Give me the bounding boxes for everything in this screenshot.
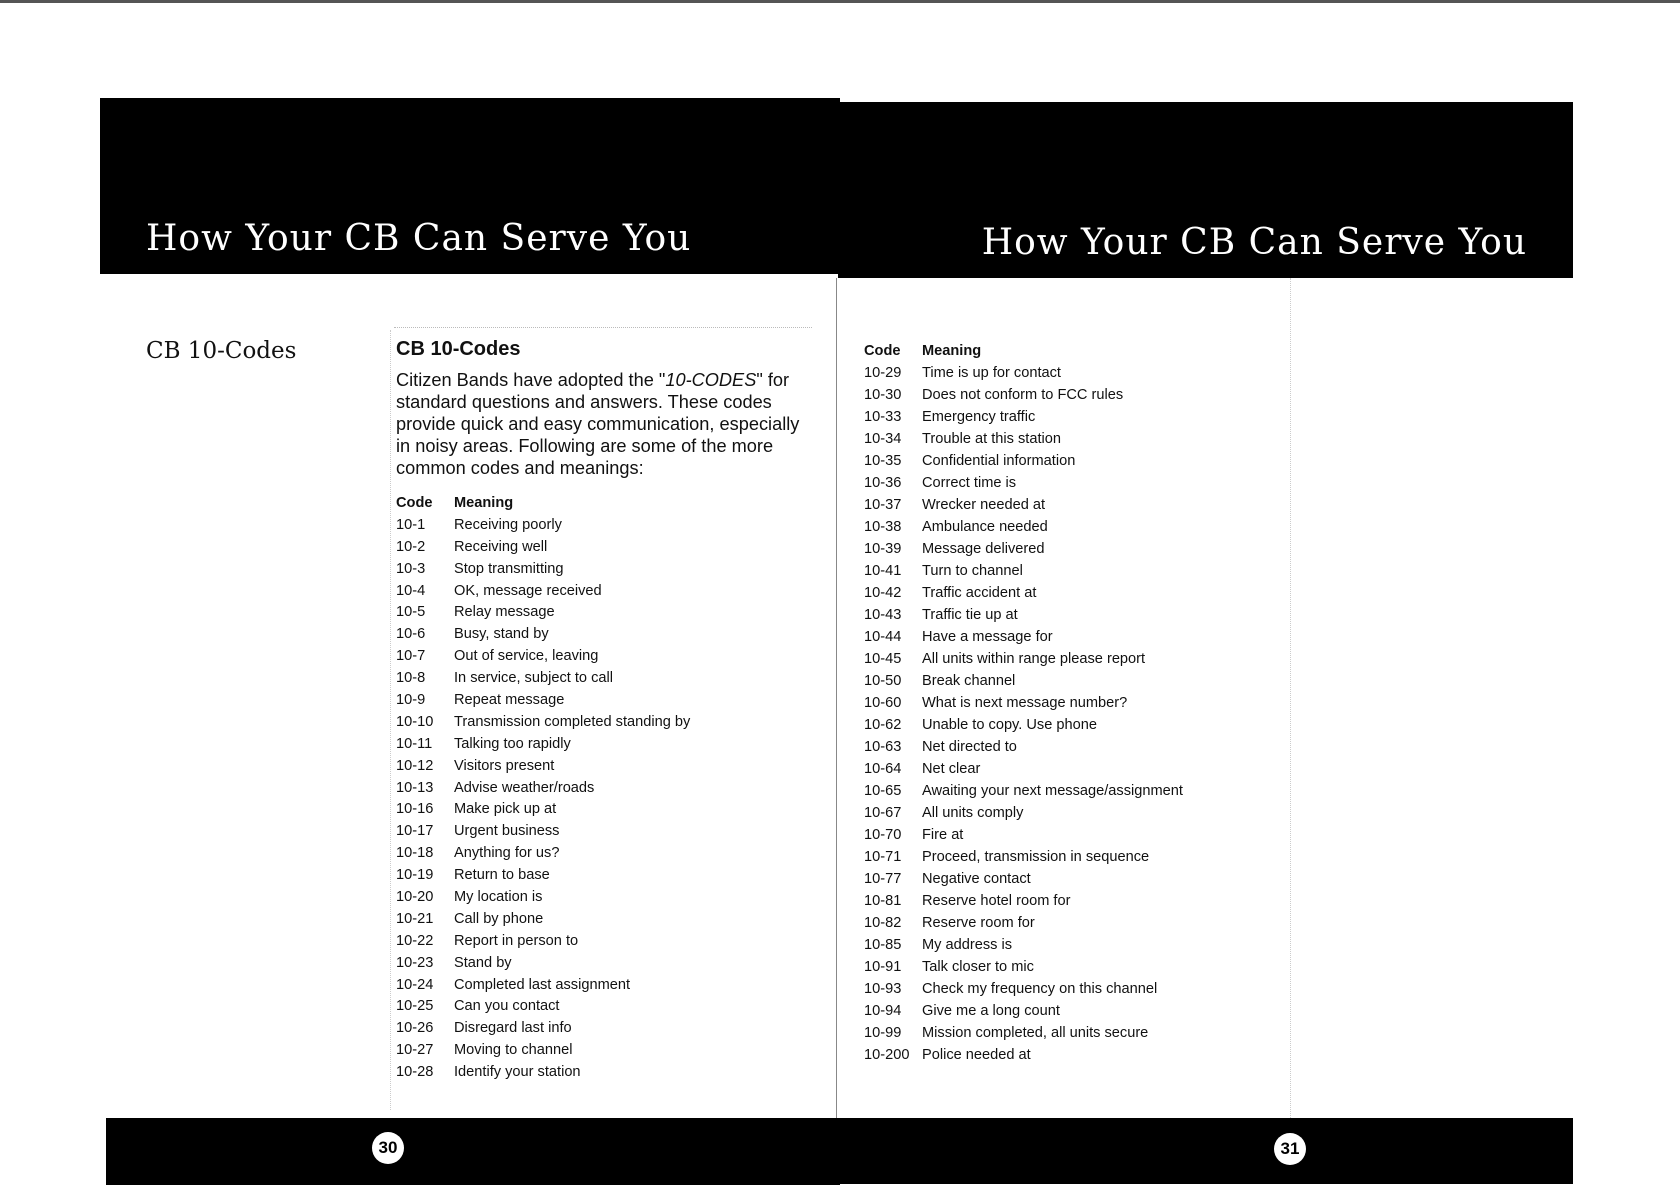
code-row bbox=[864, 406, 1183, 428]
code-meaning: Make pick up at bbox=[454, 801, 557, 818]
code-row bbox=[864, 362, 1183, 384]
code-meaning: All units comply bbox=[922, 805, 1024, 821]
code-value: 10-81 bbox=[864, 893, 902, 909]
code-meaning: Does not conform to FCC rules bbox=[922, 387, 1124, 403]
code-meaning: Have a message for bbox=[922, 629, 1053, 645]
code-value: 10-41 bbox=[864, 563, 902, 579]
code-meaning: Transmission completed standing by bbox=[454, 713, 691, 730]
code-meaning: Time is up for contact bbox=[922, 365, 1061, 381]
code-meaning: My address is bbox=[922, 937, 1013, 953]
code-value: 10-9 bbox=[396, 692, 426, 709]
section-heading: CB 10-Codes bbox=[146, 338, 297, 364]
code-meaning: Traffic accident at bbox=[922, 585, 1037, 601]
code-value: 10-11 bbox=[396, 735, 433, 752]
code-meaning: Proceed, transmission in sequence bbox=[922, 849, 1150, 865]
code-value: 10-70 bbox=[864, 827, 902, 843]
code-value: 10-42 bbox=[864, 585, 902, 601]
page-number-right: 31 bbox=[1274, 1133, 1306, 1165]
code-value: 10-44 bbox=[864, 629, 902, 645]
code-row bbox=[864, 912, 1183, 934]
code-meaning: Trouble at this station bbox=[922, 431, 1061, 447]
page-title-left: How Your CB Can Serve You bbox=[146, 218, 692, 259]
code-meaning: Visitors present bbox=[454, 757, 555, 774]
code-value: 10-17 bbox=[396, 823, 434, 840]
code-meaning: Advise weather/roads bbox=[454, 779, 595, 796]
code-meaning: Can you contact bbox=[454, 998, 560, 1015]
code-meaning: Busy, stand by bbox=[454, 626, 549, 643]
code-row bbox=[864, 450, 1183, 472]
code-value: 10-37 bbox=[864, 497, 902, 513]
code-meaning: Turn to channel bbox=[922, 563, 1023, 579]
dotted-divider bbox=[394, 327, 812, 328]
code-meaning: Stop transmitting bbox=[454, 560, 564, 577]
table-header bbox=[864, 340, 1183, 362]
code-row bbox=[396, 515, 690, 537]
code-meaning: Urgent business bbox=[454, 823, 560, 840]
code-row bbox=[396, 996, 690, 1018]
code-row bbox=[396, 559, 690, 581]
code-row bbox=[864, 1000, 1183, 1022]
code-row bbox=[864, 384, 1183, 406]
column-guide-right bbox=[1290, 278, 1291, 1118]
code-value: 10-25 bbox=[396, 998, 434, 1015]
code-row bbox=[864, 890, 1183, 912]
code-value: 10-60 bbox=[864, 695, 902, 711]
code-row bbox=[396, 975, 690, 997]
code-meaning: All units within range please report bbox=[922, 651, 1146, 667]
code-value: 10-64 bbox=[864, 761, 902, 777]
code-meaning: Correct time is bbox=[922, 475, 1017, 491]
code-value: 10-85 bbox=[864, 937, 902, 953]
code-row bbox=[864, 846, 1183, 868]
code-value: 10-45 bbox=[864, 651, 902, 667]
meaning-column-header: Meaning bbox=[454, 495, 514, 511]
page-number-left: 30 bbox=[372, 1132, 404, 1164]
code-value: 10-3 bbox=[396, 560, 426, 577]
code-row bbox=[396, 668, 690, 690]
code-value: 10-34 bbox=[864, 431, 902, 447]
code-row bbox=[864, 604, 1183, 626]
meaning-column-header: Meaning bbox=[922, 343, 982, 359]
code-row bbox=[864, 1044, 1183, 1066]
code-row bbox=[864, 736, 1183, 758]
code-meaning: Talk closer to mic bbox=[922, 959, 1034, 975]
code-value: 10-8 bbox=[396, 670, 426, 687]
code-row bbox=[864, 560, 1183, 582]
code-value: 10-65 bbox=[864, 783, 902, 799]
code-meaning: Police needed at bbox=[922, 1047, 1031, 1063]
code-value: 10-13 bbox=[396, 779, 434, 796]
code-row bbox=[396, 821, 690, 843]
code-meaning: Receiving poorly bbox=[454, 516, 562, 533]
code-value: 10-99 bbox=[864, 1025, 902, 1041]
page-title-right: How Your CB Can Serve You bbox=[981, 222, 1527, 263]
code-value: 10-43 bbox=[864, 607, 902, 623]
code-value: 10-35 bbox=[864, 453, 902, 469]
code-row bbox=[396, 537, 690, 559]
code-row bbox=[396, 581, 690, 603]
code-row bbox=[396, 909, 690, 931]
code-meaning: Reserve room for bbox=[922, 915, 1035, 931]
code-value: 10-24 bbox=[396, 976, 434, 993]
code-row bbox=[864, 670, 1183, 692]
code-row bbox=[864, 758, 1183, 780]
code-row bbox=[864, 1022, 1183, 1044]
code-meaning: OK, message received bbox=[454, 582, 602, 599]
code-value: 10-10 bbox=[396, 713, 434, 730]
code-row bbox=[864, 780, 1183, 802]
code-meaning: Stand by bbox=[454, 954, 512, 971]
code-value: 10-7 bbox=[396, 648, 426, 665]
code-value: 10-27 bbox=[396, 1042, 434, 1059]
code-row bbox=[864, 626, 1183, 648]
code-value: 10-33 bbox=[864, 409, 902, 425]
code-meaning: Identify your station bbox=[454, 1064, 581, 1081]
code-value: 10-77 bbox=[864, 871, 902, 887]
code-row bbox=[864, 494, 1183, 516]
code-value: 10-50 bbox=[864, 673, 902, 689]
code-row bbox=[396, 1018, 690, 1040]
code-meaning: Relay message bbox=[454, 604, 555, 621]
code-row bbox=[864, 428, 1183, 450]
codes-table-right bbox=[864, 340, 1183, 1066]
code-value: 10-19 bbox=[396, 867, 434, 884]
code-value: 10-18 bbox=[396, 845, 434, 862]
code-value: 10-2 bbox=[396, 538, 426, 555]
code-value: 10-26 bbox=[396, 1020, 434, 1037]
code-row bbox=[396, 778, 690, 800]
code-value: 10-12 bbox=[396, 757, 434, 774]
code-row bbox=[396, 646, 690, 668]
code-row bbox=[864, 978, 1183, 1000]
code-meaning: In service, subject to call bbox=[454, 670, 613, 687]
code-value: 10-82 bbox=[864, 915, 902, 931]
code-row bbox=[864, 714, 1183, 736]
code-row bbox=[864, 824, 1183, 846]
column-guide-left bbox=[390, 330, 391, 1110]
code-row bbox=[396, 602, 690, 624]
code-meaning: Emergency traffic bbox=[922, 409, 1036, 425]
code-value: 10-5 bbox=[396, 604, 426, 621]
footer-band-right bbox=[838, 1118, 1573, 1184]
code-meaning: Talking too rapidly bbox=[454, 735, 571, 752]
code-value: 10-6 bbox=[396, 626, 426, 643]
code-value: 10-4 bbox=[396, 582, 426, 599]
book-spine bbox=[836, 278, 837, 1118]
code-meaning: Awaiting your next message/assignment bbox=[922, 783, 1183, 799]
code-value: 10-22 bbox=[396, 932, 434, 949]
code-row bbox=[396, 887, 690, 909]
table-header bbox=[396, 493, 690, 515]
header-band-left bbox=[100, 98, 840, 274]
code-meaning: Negative contact bbox=[922, 871, 1031, 887]
code-value: 10-38 bbox=[864, 519, 902, 535]
code-meaning: Completed last assignment bbox=[454, 976, 631, 993]
code-meaning: Net clear bbox=[922, 761, 981, 777]
code-value: 10-36 bbox=[864, 475, 902, 491]
code-meaning: Return to base bbox=[454, 867, 550, 884]
code-meaning: Fire at bbox=[922, 827, 964, 843]
code-value: 10-71 bbox=[864, 849, 902, 865]
code-row bbox=[864, 692, 1183, 714]
code-meaning: Message delivered bbox=[922, 541, 1045, 557]
codes-heading: CB 10-Codes bbox=[396, 338, 521, 360]
code-row bbox=[864, 648, 1183, 670]
code-meaning: Check my frequency on this channel bbox=[922, 981, 1158, 997]
code-meaning: Net directed to bbox=[922, 739, 1017, 755]
code-meaning: Receiving well bbox=[454, 538, 548, 555]
code-value: 10-16 bbox=[396, 801, 434, 818]
code-row bbox=[396, 1040, 690, 1062]
code-meaning: Anything for us? bbox=[454, 845, 560, 862]
code-meaning: Repeat message bbox=[454, 692, 565, 709]
code-meaning: What is next message number? bbox=[922, 695, 1128, 711]
code-value: 10-91 bbox=[864, 959, 902, 975]
intro-paragraph bbox=[396, 369, 816, 479]
code-meaning: Unable to copy. Use phone bbox=[922, 717, 1097, 733]
code-meaning: Give me a long count bbox=[922, 1003, 1060, 1019]
code-meaning: Report in person to bbox=[454, 932, 579, 949]
codes-table-left bbox=[396, 493, 690, 1084]
code-row bbox=[396, 756, 690, 778]
code-value: 10-93 bbox=[864, 981, 902, 997]
code-row bbox=[864, 582, 1183, 604]
code-meaning: My location is bbox=[454, 889, 543, 906]
code-value: 10-21 bbox=[396, 910, 434, 927]
code-row bbox=[396, 931, 690, 953]
code-row bbox=[396, 953, 690, 975]
code-value: 10-29 bbox=[864, 365, 902, 381]
code-value: 10-28 bbox=[396, 1064, 434, 1081]
code-row bbox=[396, 1062, 690, 1084]
code-row bbox=[396, 690, 690, 712]
intro-text-start: Citizen Bands have adopted the " bbox=[396, 370, 666, 390]
code-value: 10-39 bbox=[864, 541, 902, 557]
code-row bbox=[396, 865, 690, 887]
code-row bbox=[396, 843, 690, 865]
code-meaning: Ambulance needed bbox=[922, 519, 1048, 535]
code-meaning: Call by phone bbox=[454, 910, 544, 927]
code-row bbox=[396, 624, 690, 646]
code-meaning: Moving to channel bbox=[454, 1042, 573, 1059]
code-row bbox=[864, 538, 1183, 560]
code-row bbox=[864, 472, 1183, 494]
code-meaning: Mission completed, all units secure bbox=[922, 1025, 1149, 1041]
code-row bbox=[864, 956, 1183, 978]
code-value: 10-67 bbox=[864, 805, 902, 821]
code-meaning: Out of service, leaving bbox=[454, 648, 599, 665]
intro-emphasis: 10-CODES bbox=[665, 370, 757, 390]
footer-band-left bbox=[106, 1118, 840, 1185]
code-row bbox=[864, 868, 1183, 890]
code-value: 10-62 bbox=[864, 717, 902, 733]
code-value: 10-63 bbox=[864, 739, 902, 755]
code-meaning: Break channel bbox=[922, 673, 1016, 689]
scan-edge bbox=[0, 0, 1680, 3]
code-meaning: Wrecker needed at bbox=[922, 497, 1046, 513]
code-value: 10-30 bbox=[864, 387, 902, 403]
code-value: 10-20 bbox=[396, 889, 434, 906]
code-row bbox=[864, 516, 1183, 538]
code-column-header: Code bbox=[864, 343, 901, 359]
code-value: 10-1 bbox=[396, 516, 426, 533]
code-value: 10-94 bbox=[864, 1003, 902, 1019]
header-band-right bbox=[838, 102, 1573, 278]
code-value: 10-200 bbox=[864, 1047, 910, 1063]
code-meaning: Reserve hotel room for bbox=[922, 893, 1071, 909]
code-row bbox=[396, 712, 690, 734]
code-value: 10-23 bbox=[396, 954, 434, 971]
intro-text-end: " for standard questions and answers. These codes provide quick and easy communication, especially in noisy areas. Following are some of the more common codes and meanings: bbox=[396, 370, 800, 478]
code-row bbox=[396, 734, 690, 756]
code-meaning: Disregard last info bbox=[454, 1020, 572, 1037]
code-meaning: Confidential information bbox=[922, 453, 1076, 469]
code-meaning: Traffic tie up at bbox=[922, 607, 1018, 623]
code-row bbox=[864, 802, 1183, 824]
code-row bbox=[396, 799, 690, 821]
code-column-header: Code bbox=[396, 495, 433, 511]
code-row bbox=[864, 934, 1183, 956]
